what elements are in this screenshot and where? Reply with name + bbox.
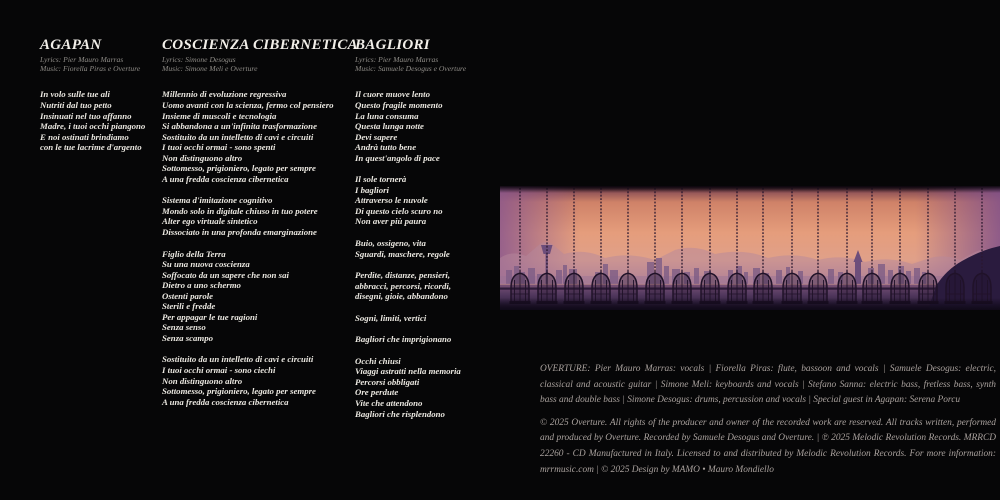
lyrics-stanza: Perdite, distanze, pensieri, abbracci, percorsi, ricordi, disegni, gioie, abbandono	[355, 270, 452, 302]
lyrics-stanza: Sistema d'imitazione cognitivo Mondo solo in digitale chiuso in tuo potere Alter ego virtuale sintetico Dissociato in una profonda emarginazione	[162, 195, 318, 237]
lyrics-stanza: Il sole tornerà I bagliori Attraverso le nuvole Di questo cielo scuro no Non aver più paura	[355, 174, 443, 227]
birdcage-sunset-photo	[500, 186, 1000, 310]
lyrics-stanza: Sostituito da un intelletto di cavi e circuiti I tuoi occhi ormai - sono ciechi Non distinguono altro Sottomesso, prigioniero, legato per sempre A una fredda coscienza cibernetica	[162, 354, 316, 407]
song-column-coscienza-cibernetica	[162, 38, 358, 418]
lyrics-stanza: Il cuore muove lento Questo fragile momento La luna consuma Questa lunga notte Devi sapere Andrà tutto bene In quest'angolo di pace	[355, 89, 443, 163]
lyrics-stanza: Figlio della Terra Su una nuova coscienza Soffocato da un sapere che non sai Dietro a uno schermo Ostenti parole Sterili e fredde Per appagar le tue ragioni Senza senso Senza scampo	[162, 248, 289, 343]
lyrics-stanza: In volo sulle tue ali Nutriti dal tuo petto Insinuati nel tuo affanno Madre, i tuoi occhi piangono E noi ostinati brindiamo con le tue lacrime d'argento	[40, 89, 146, 153]
lyrics-credit: Lyrics: Simone Desogus	[162, 55, 236, 64]
top-vignette	[500, 186, 1000, 193]
lyrics-stanza: Millennio di evoluzione regressiva Uomo avanti con la scienza, fermo col pensiero Insieme di muscoli e tecnologia Si abbandona a un'infinita trasformazione Sostituito da un intelletto di cavi e circuiti I tuoi occhi ormai - sono spenti Non distinguono altro Sottomesso, prigioniero, legato per sempre A una fredda coscienza cibernetica	[162, 89, 334, 184]
song-title: AGAPAN	[40, 37, 102, 53]
lyrics-stanza: Sogni, limiti, vertici	[355, 312, 427, 323]
lyrics-credit: Lyrics: Pier Mauro Marras	[40, 55, 124, 64]
song-column-agapan	[40, 38, 160, 164]
music-credit: Music: Fiorella Piras e Overture	[40, 64, 141, 74]
musician-credits: OVERTURE: Pier Mauro Marras: vocals | Fiorella Piras: flute, bassoon and vocals | Samuele Desogus: electric, classical and acoustic guitar | Simone Meli: keyboards and vocals | Stefano Sanna: electric bass, fretless bass, synth bass and double bass | Simone Desogus: drums, percussion and vocals | Special guest in Agapan: Serena Porcu	[540, 364, 996, 406]
lyrics-stanza: Buio, ossigeno, vita Sguardi, maschere, regole	[355, 237, 450, 259]
song-title: BAGLIORI	[355, 37, 430, 53]
lyrics-stanza: Bagliori che imprigionano	[355, 334, 452, 345]
lyrics-stanzas	[162, 89, 358, 407]
lyrics-stanzas	[40, 89, 160, 152]
lyrics-credit: Lyrics: Pier Mauro Marras	[355, 55, 439, 64]
song-title: COSCIENZA CIBERNETICA	[162, 37, 358, 53]
bottom-vignette	[500, 298, 1000, 310]
song-column-bagliori	[355, 38, 503, 430]
lyrics-stanzas	[355, 89, 503, 419]
legal-credits: © 2025 Overture. All rights of the producer and owner of the recorded work are reserved. All tracks written, performed and produced by Overture. Recorded by Samuele Desogus and Overture. | ℗ 2025 Melodic Revolution Records. MRRCD 22260 - CD Manufactured in Italy. Licensed to and distributed by Melodic Revolution Records. For more information: mrrmusic.com | © 2025 Design by MAMO • Mauro Mondiello	[540, 417, 996, 475]
birdcage-photo-art	[500, 186, 1000, 310]
music-credit: Music: Simone Meli e Overture	[162, 64, 258, 74]
lyrics-stanza: Occhi chiusi Viaggi astratti nella memoria Percorsi obbligati Ore perdute Vite che attendono Bagliori che risplendono	[355, 355, 461, 419]
credits-block	[540, 362, 996, 485]
music-credit: Music: Samuele Desogus e Overture	[355, 64, 467, 74]
